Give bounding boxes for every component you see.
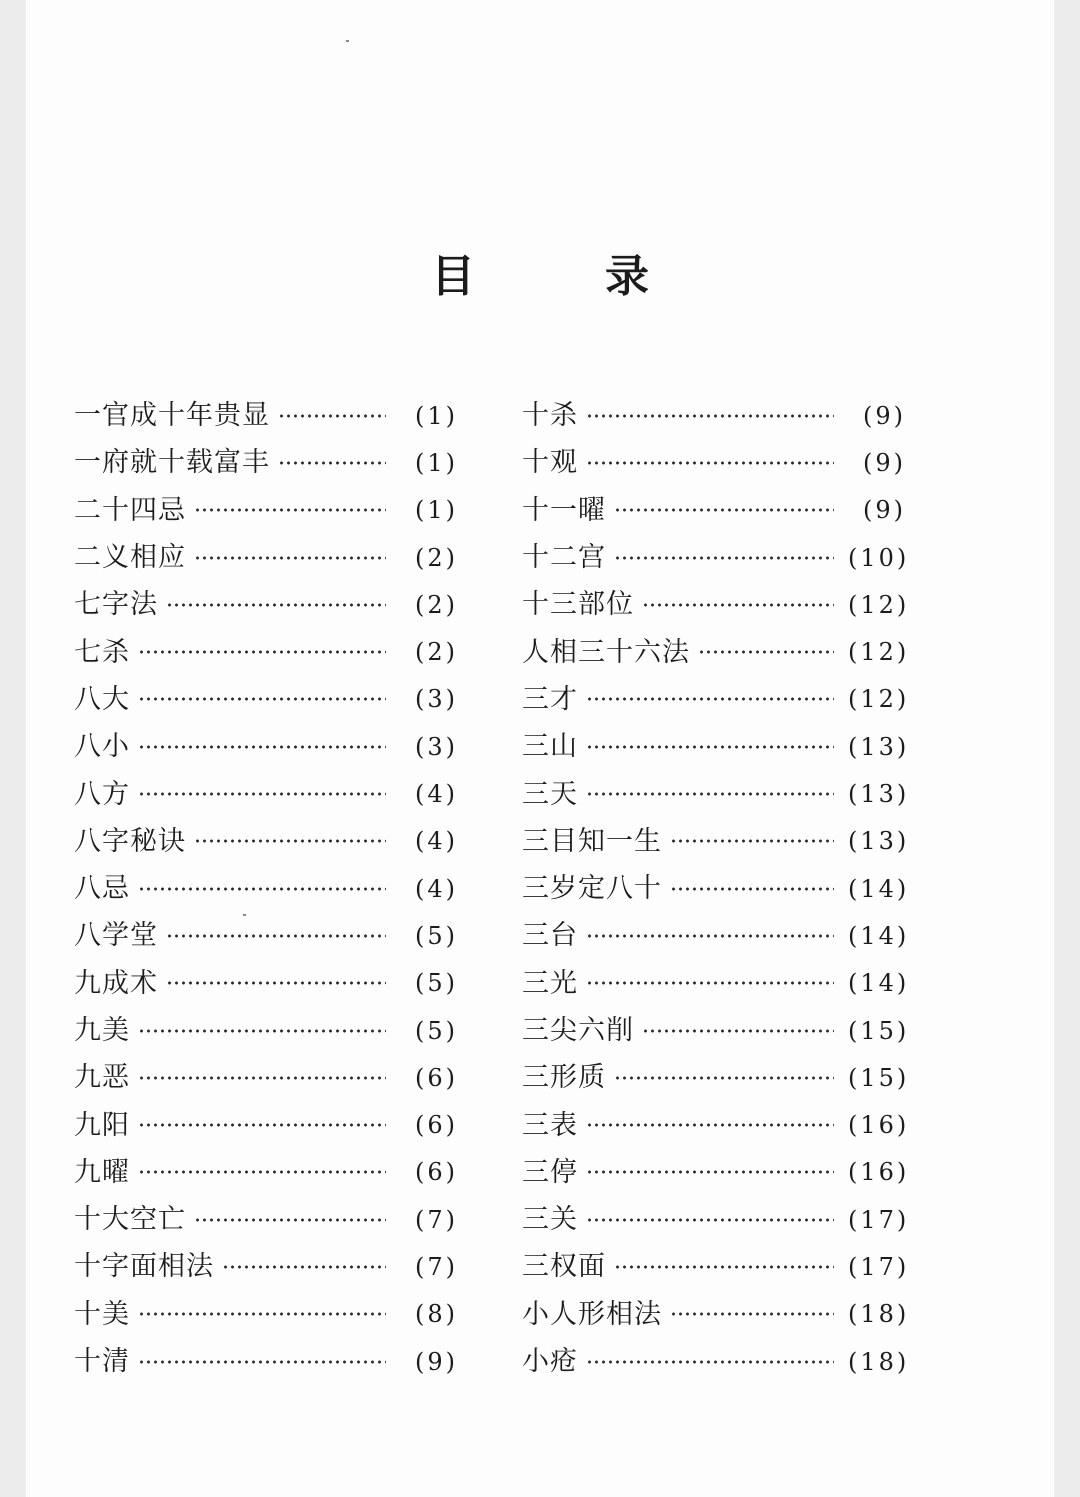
toc-entry[interactable] (522, 628, 910, 675)
toc-leader-dots (138, 887, 386, 891)
toc-leader-dots (166, 603, 386, 607)
toc-leader-dots (586, 792, 834, 796)
toc-entry-page-number: (15) (848, 1016, 910, 1045)
toc-leader-dots (670, 887, 834, 891)
toc-entry-label: 三关 (522, 1204, 578, 1236)
toc-entry[interactable] (522, 770, 910, 817)
toc-entry-label: 一官成十年贵显 (74, 400, 270, 432)
toc-entry-page-number: (12) (848, 685, 910, 714)
toc-leader-dots (138, 650, 386, 654)
toc-entry-page-number: (14) (848, 969, 910, 998)
toc-entry-label: 一府就十载富丰 (74, 447, 270, 479)
toc-entry-label: 十美 (74, 1298, 130, 1330)
toc-leader-dots (194, 1218, 386, 1222)
toc-entry-label: 七字法 (74, 589, 158, 621)
toc-entry-label: 九成术 (74, 967, 158, 999)
toc-entry[interactable] (74, 1007, 458, 1054)
toc-column-left (74, 392, 458, 1385)
toc-entry[interactable] (522, 581, 910, 628)
toc-leader-dots (138, 1123, 386, 1127)
toc-entry-page-number: (4) (415, 780, 458, 809)
toc-entry-page-number: (1) (415, 448, 458, 477)
title-char-1: 目 (431, 251, 475, 302)
toc-entry-label: 十一曜 (522, 494, 606, 526)
toc-entry[interactable] (74, 1243, 458, 1290)
toc-entry-label: 二十四忌 (74, 494, 186, 526)
toc-leader-dots (586, 981, 834, 985)
toc-entry-label: 八小 (74, 731, 130, 763)
toc-leader-dots (698, 650, 834, 654)
toc-entry[interactable] (522, 439, 906, 486)
toc-entry[interactable] (74, 1101, 458, 1148)
toc-entry[interactable] (522, 1243, 910, 1290)
toc-leader-dots (278, 461, 386, 465)
toc-entry-label: 十杀 (522, 400, 578, 432)
toc-entry[interactable] (74, 1196, 458, 1243)
toc-leader-dots (614, 556, 834, 560)
toc-entry-label: 小人形相法 (522, 1298, 662, 1330)
page-title (0, 240, 1080, 304)
toc-leader-dots (166, 981, 386, 985)
toc-entry-page-number: (18) (848, 1300, 910, 1329)
toc-entry[interactable] (74, 1291, 458, 1338)
toc-leader-dots (670, 839, 834, 843)
toc-leader-dots (586, 1218, 834, 1222)
toc-entry-page-number: (16) (848, 1158, 910, 1187)
toc-entry-page-number: (2) (415, 638, 458, 667)
toc-entry-page-number: (18) (848, 1347, 910, 1376)
toc-entry[interactable] (74, 439, 458, 486)
toc-entry[interactable] (522, 865, 910, 912)
toc-entry-page-number: (13) (848, 732, 910, 761)
toc-leader-dots (586, 934, 834, 938)
toc-entry-label: 三才 (522, 683, 578, 715)
toc-entry-page-number: (1) (415, 401, 458, 430)
toc-entry-page-number: (6) (415, 1158, 458, 1187)
toc-leader-dots (138, 1076, 386, 1080)
toc-entry[interactable] (74, 676, 458, 723)
toc-entry-label: 九阳 (74, 1109, 130, 1141)
toc-entry-label: 三岁定八十 (522, 873, 662, 905)
toc-entry[interactable] (74, 1338, 458, 1385)
toc-leader-dots (222, 1265, 386, 1269)
toc-entry-page-number: (10) (848, 543, 910, 572)
toc-entry[interactable] (522, 1149, 910, 1196)
toc-entry-label: 十观 (522, 447, 578, 479)
toc-leader-dots (586, 414, 834, 418)
toc-entry-page-number: (5) (415, 921, 458, 950)
toc-entry[interactable] (74, 960, 458, 1007)
toc-entry-page-number: (12) (848, 590, 910, 619)
toc-entry[interactable] (522, 818, 910, 865)
toc-entry-label: 十字面相法 (74, 1251, 214, 1283)
toc-entry-label: 三台 (522, 920, 578, 952)
toc-leader-dots (642, 603, 834, 607)
toc-entry-label: 十大空亡 (74, 1204, 186, 1236)
toc-leader-dots (586, 745, 834, 749)
toc-entry-page-number: (13) (848, 827, 910, 856)
toc-entry[interactable] (522, 1196, 910, 1243)
toc-entry-page-number: (1) (415, 496, 458, 525)
toc-entry-label: 七杀 (74, 636, 130, 668)
toc-entry-page-number: (3) (415, 685, 458, 714)
toc-entry-label: 八方 (74, 778, 130, 810)
toc-leader-dots (194, 556, 386, 560)
toc-leader-dots (614, 508, 834, 512)
toc-entry-page-number: (17) (848, 1205, 910, 1234)
toc-entry-page-number: (5) (415, 969, 458, 998)
toc-entry-page-number: (9) (863, 448, 906, 477)
toc-leader-dots (614, 1265, 834, 1269)
toc-entry[interactable] (522, 1338, 910, 1385)
toc-entry-label: 三尖六削 (522, 1015, 634, 1046)
toc-entry-label: 九曜 (74, 1156, 130, 1188)
toc-leader-dots (138, 1170, 386, 1174)
toc-entry-label: 人相三十六法 (522, 636, 690, 668)
toc-leader-dots (138, 1029, 386, 1033)
toc-entry[interactable] (74, 534, 458, 581)
toc-entry[interactable] (74, 865, 458, 912)
toc-leader-dots (194, 508, 386, 512)
toc-column-right (522, 392, 910, 1385)
toc-entry-label: 八字秘诀 (74, 825, 186, 857)
toc-entry-label: 三停 (522, 1156, 578, 1188)
toc-leader-dots (278, 414, 386, 418)
toc-entry[interactable] (522, 487, 906, 534)
toc-entry-page-number: (2) (415, 543, 458, 572)
title-char-2: 录 (605, 251, 649, 302)
toc-leader-dots (586, 1360, 834, 1364)
toc-entry-label: 三山 (522, 731, 578, 763)
toc-entry[interactable] (522, 1291, 910, 1338)
toc-entry-page-number: (7) (415, 1252, 458, 1281)
toc-entry[interactable] (522, 676, 910, 723)
toc-leader-dots (138, 792, 386, 796)
toc-entry-page-number: (12) (848, 638, 910, 667)
toc-entry-page-number: (6) (415, 1063, 458, 1092)
toc-entry-label: 三权面 (522, 1251, 606, 1283)
toc-leader-dots (138, 745, 386, 749)
toc-leader-dots (586, 461, 834, 465)
toc-entry[interactable] (74, 1054, 458, 1101)
toc-entry-page-number: (7) (415, 1205, 458, 1234)
toc-entry[interactable] (522, 392, 906, 439)
toc-entry[interactable] (522, 960, 910, 1007)
toc-entry-label: 八忌 (74, 873, 130, 905)
toc-entry-page-number: (9) (415, 1347, 458, 1376)
toc-entry-page-number: (4) (415, 874, 458, 903)
toc-leader-dots (138, 1312, 386, 1316)
toc-entry-label: 十三部位 (522, 589, 634, 621)
toc-entry[interactable] (522, 1007, 910, 1054)
toc-entry[interactable] (74, 1149, 458, 1196)
toc-entry-label: 三天 (522, 778, 578, 810)
toc-entry[interactable] (522, 723, 910, 770)
toc-entry-label: 三目知一生 (522, 825, 662, 857)
toc-leader-dots (614, 1076, 834, 1080)
toc-entry-page-number: (5) (415, 1016, 458, 1045)
toc-entry-page-number: (16) (848, 1111, 910, 1140)
toc-entry-page-number: (2) (415, 590, 458, 619)
toc-entry-page-number: (9) (863, 496, 906, 525)
toc-entry-page-number: (14) (848, 874, 910, 903)
toc-entry[interactable] (522, 1054, 910, 1101)
toc-entry-page-number: (17) (848, 1252, 910, 1281)
toc-leader-dots (166, 934, 386, 938)
toc-entry-label: 二义相应 (74, 542, 186, 574)
toc-entry-page-number: (3) (415, 732, 458, 761)
toc-leader-dots (586, 1170, 834, 1174)
toc-entry-label: 三形质 (522, 1062, 606, 1094)
toc-entry[interactable] (74, 581, 458, 628)
toc-entry-label: 小疮 (522, 1346, 578, 1378)
toc-entry-label: 九恶 (74, 1062, 130, 1094)
toc-entry-label: 十二宫 (522, 542, 606, 574)
toc-entry-label: 三光 (522, 967, 578, 999)
toc-entry-label: 十清 (74, 1346, 130, 1378)
toc-entry-page-number: (13) (848, 780, 910, 809)
toc-leader-dots (670, 1312, 834, 1316)
toc-entry-page-number: (14) (848, 921, 910, 950)
toc-leader-dots (642, 1029, 834, 1033)
toc-entry-label: 九美 (74, 1015, 130, 1046)
toc-leader-dots (586, 697, 834, 701)
toc-leader-dots (138, 697, 386, 701)
toc-entry[interactable] (74, 628, 458, 675)
toc-entry[interactable] (74, 723, 458, 770)
toc-entry-page-number: (6) (415, 1111, 458, 1140)
toc-entry-page-number: (9) (863, 401, 906, 430)
toc-entry-label: 八大 (74, 683, 130, 715)
toc-entry-page-number: (8) (415, 1300, 458, 1329)
toc-entry[interactable] (522, 534, 910, 581)
toc-leader-dots (194, 839, 386, 843)
toc-entry-page-number: (15) (848, 1063, 910, 1092)
toc-entry[interactable] (522, 912, 910, 959)
toc-entry[interactable] (74, 770, 458, 817)
toc-entry-page-number: (4) (415, 827, 458, 856)
toc-entry-label: 三表 (522, 1109, 578, 1141)
toc-leader-dots (586, 1123, 834, 1127)
toc-entry[interactable] (522, 1101, 910, 1148)
scan-speck (346, 40, 349, 42)
toc-entry[interactable] (74, 912, 458, 959)
toc-entry-label: 八学堂 (74, 920, 158, 952)
toc-entry[interactable] (74, 392, 458, 439)
toc-entry[interactable] (74, 818, 458, 865)
toc-entry[interactable] (74, 487, 458, 534)
toc-leader-dots (138, 1360, 386, 1364)
